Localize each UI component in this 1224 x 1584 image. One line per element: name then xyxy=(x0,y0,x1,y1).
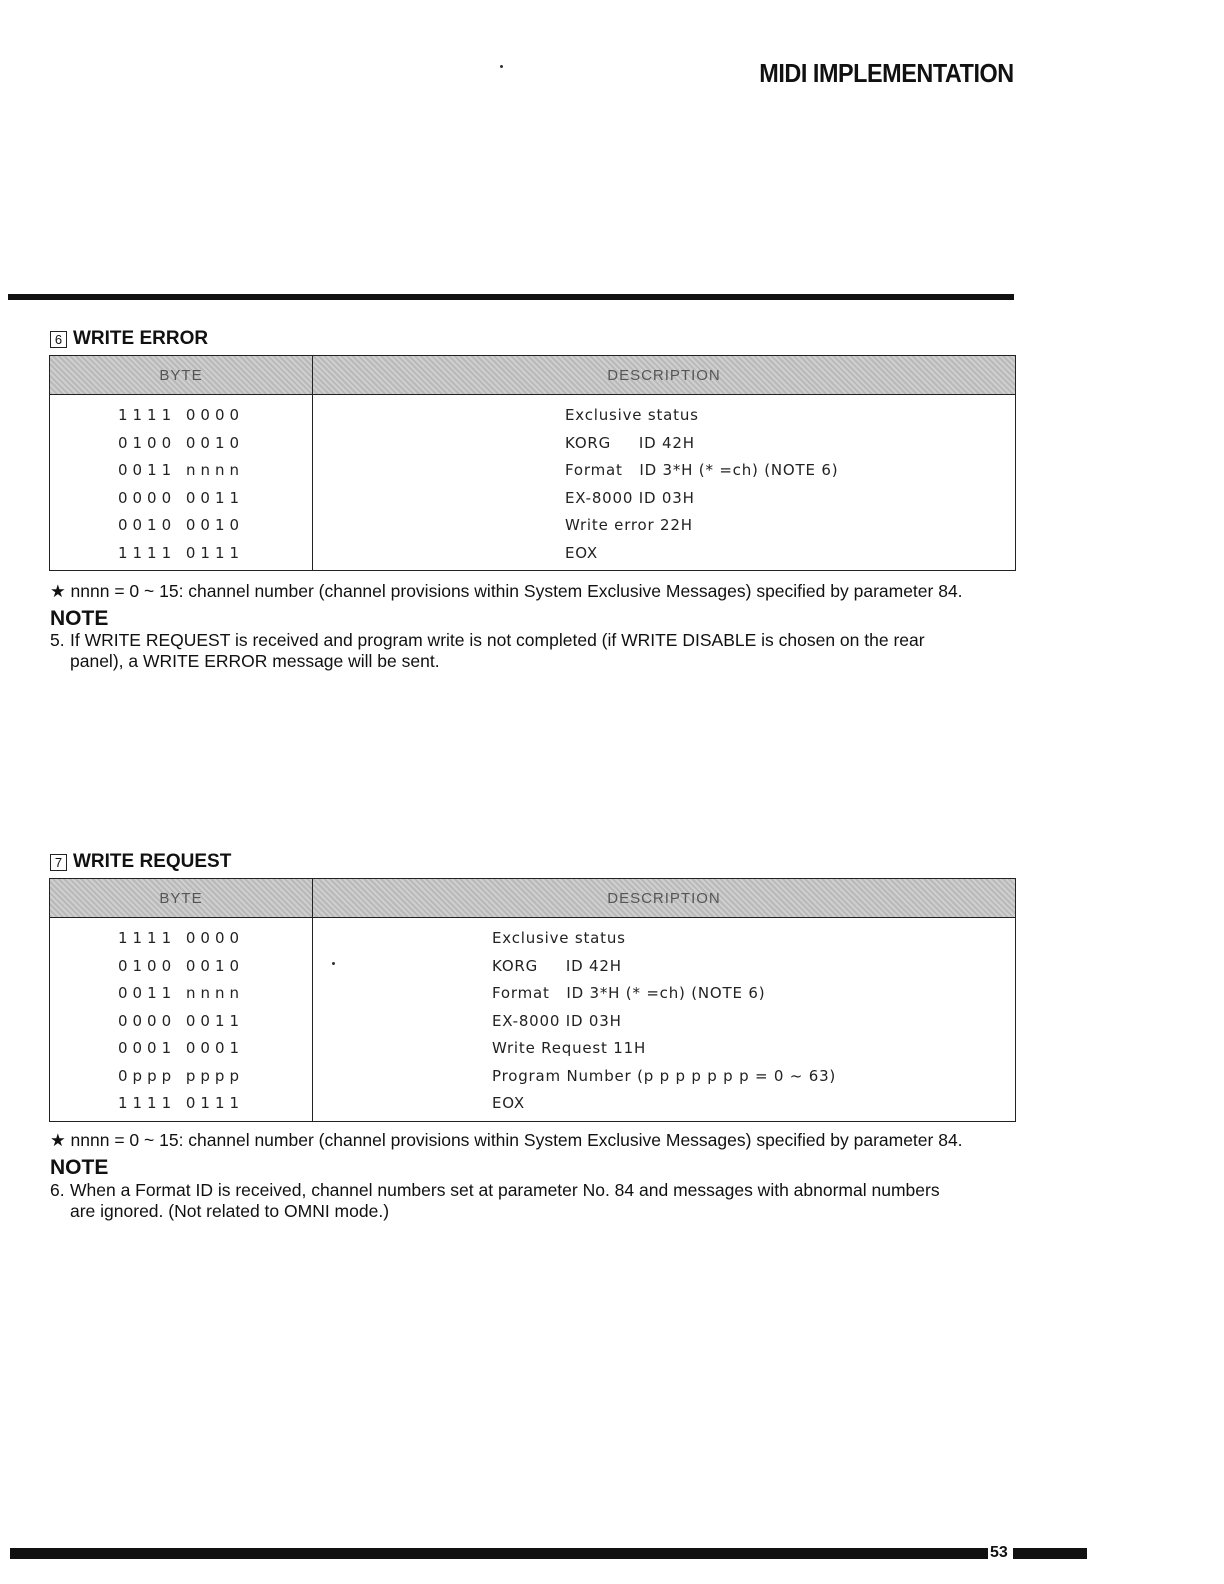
byte-column xyxy=(50,395,313,570)
description-cell: Write error 22H xyxy=(565,516,693,534)
table-header xyxy=(50,356,1015,395)
footnote: ★ nnnn = 0 ~ 15: channel number (channel provisions within System Exclusive Messages) specified by parameter 84. xyxy=(50,581,963,601)
column-header-description: DESCRIPTION xyxy=(607,889,721,907)
column-header-byte: BYTE xyxy=(50,879,313,917)
byte-cell: 0ppp pppp xyxy=(118,1066,244,1085)
section-title: WRITE ERROR xyxy=(73,328,209,349)
byte-cell: 1111 0000 xyxy=(117,929,245,947)
description-cell: Write Request 11H xyxy=(492,1039,647,1057)
description-cell: Format ID 3*H (* =ch) (NOTE 6) xyxy=(492,984,766,1002)
description-cell: Exclusive status xyxy=(492,929,626,947)
description-column xyxy=(313,918,1015,1121)
byte-cell: 0010 0010 xyxy=(117,516,245,534)
write-error-table xyxy=(49,355,1016,571)
write-request-table xyxy=(49,878,1016,1122)
section-number: 7 xyxy=(50,854,67,871)
description-cell: EX-8000 ID 03H xyxy=(565,488,695,507)
section-heading-write-request xyxy=(50,851,231,873)
bottom-rule xyxy=(10,1548,988,1559)
bottom-rule-right xyxy=(1013,1548,1087,1559)
note-text xyxy=(50,1180,1020,1222)
byte-cell: 0011 nnnn xyxy=(118,461,244,479)
description-cell: KORG ID 42H xyxy=(492,956,622,975)
description-cell: EOX xyxy=(492,1094,526,1112)
description-cell: KORG ID 42H xyxy=(565,433,695,452)
byte-column xyxy=(50,918,313,1121)
note-line: If WRITE REQUEST is received and program write is not completed (if WRITE DISABLE is chosen on the rear xyxy=(70,630,925,650)
note-line: panel), a WRITE ERROR message will be sent. xyxy=(70,651,440,671)
table-body xyxy=(50,918,1015,1121)
byte-cell: 1111 0111 xyxy=(117,1094,245,1112)
byte-cell: 1111 0111 xyxy=(117,543,245,562)
scan-speck xyxy=(500,65,503,68)
table-header xyxy=(50,879,1015,918)
note-number: 5. xyxy=(50,630,65,650)
table-body xyxy=(50,395,1015,570)
footnote: ★ nnnn = 0 ~ 15: channel number (channel provisions within System Exclusive Messages) specified by parameter 84. xyxy=(50,1130,963,1150)
section-title: WRITE REQUEST xyxy=(73,851,232,872)
byte-cell: 1111 0000 xyxy=(117,406,245,424)
top-rule xyxy=(8,294,1014,300)
section-heading-write-error xyxy=(50,328,208,350)
description-cell: EOX xyxy=(565,543,599,562)
description-cell: Format ID 3*H (* =ch) (NOTE 6) xyxy=(565,461,839,479)
note-text xyxy=(50,630,1020,672)
page-title: MIDI IMPLEMENTATION xyxy=(759,58,1014,88)
note-label: NOTE xyxy=(50,1156,109,1179)
note-number: 6. xyxy=(50,1180,65,1200)
page-number: 53 xyxy=(990,1544,1008,1561)
scan-speck xyxy=(332,962,335,965)
byte-cell: 0000 0011 xyxy=(117,1011,245,1030)
description-cell: EX-8000 ID 03H xyxy=(492,1011,622,1030)
note-line: are ignored. (Not related to OMNI mode.) xyxy=(70,1201,390,1221)
description-column xyxy=(313,395,1015,570)
section-number: 6 xyxy=(50,331,67,348)
byte-cell: 0001 0001 xyxy=(117,1039,245,1057)
note-line: When a Format ID is received, channel numbers set at parameter No. 84 and messages with abnormal numbers xyxy=(70,1180,940,1200)
byte-cell: 0100 0010 xyxy=(117,956,245,975)
column-header-byte: BYTE xyxy=(50,356,313,394)
byte-cell: 0000 0011 xyxy=(117,488,245,507)
byte-cell: 0011 nnnn xyxy=(118,984,244,1002)
note-label: NOTE xyxy=(50,607,109,630)
description-cell: Program Number (p p p p p p p = 0 ~ 63) xyxy=(492,1066,837,1085)
column-header-description: DESCRIPTION xyxy=(607,366,721,384)
byte-cell: 0100 0010 xyxy=(117,433,245,452)
description-cell: Exclusive status xyxy=(565,406,699,424)
